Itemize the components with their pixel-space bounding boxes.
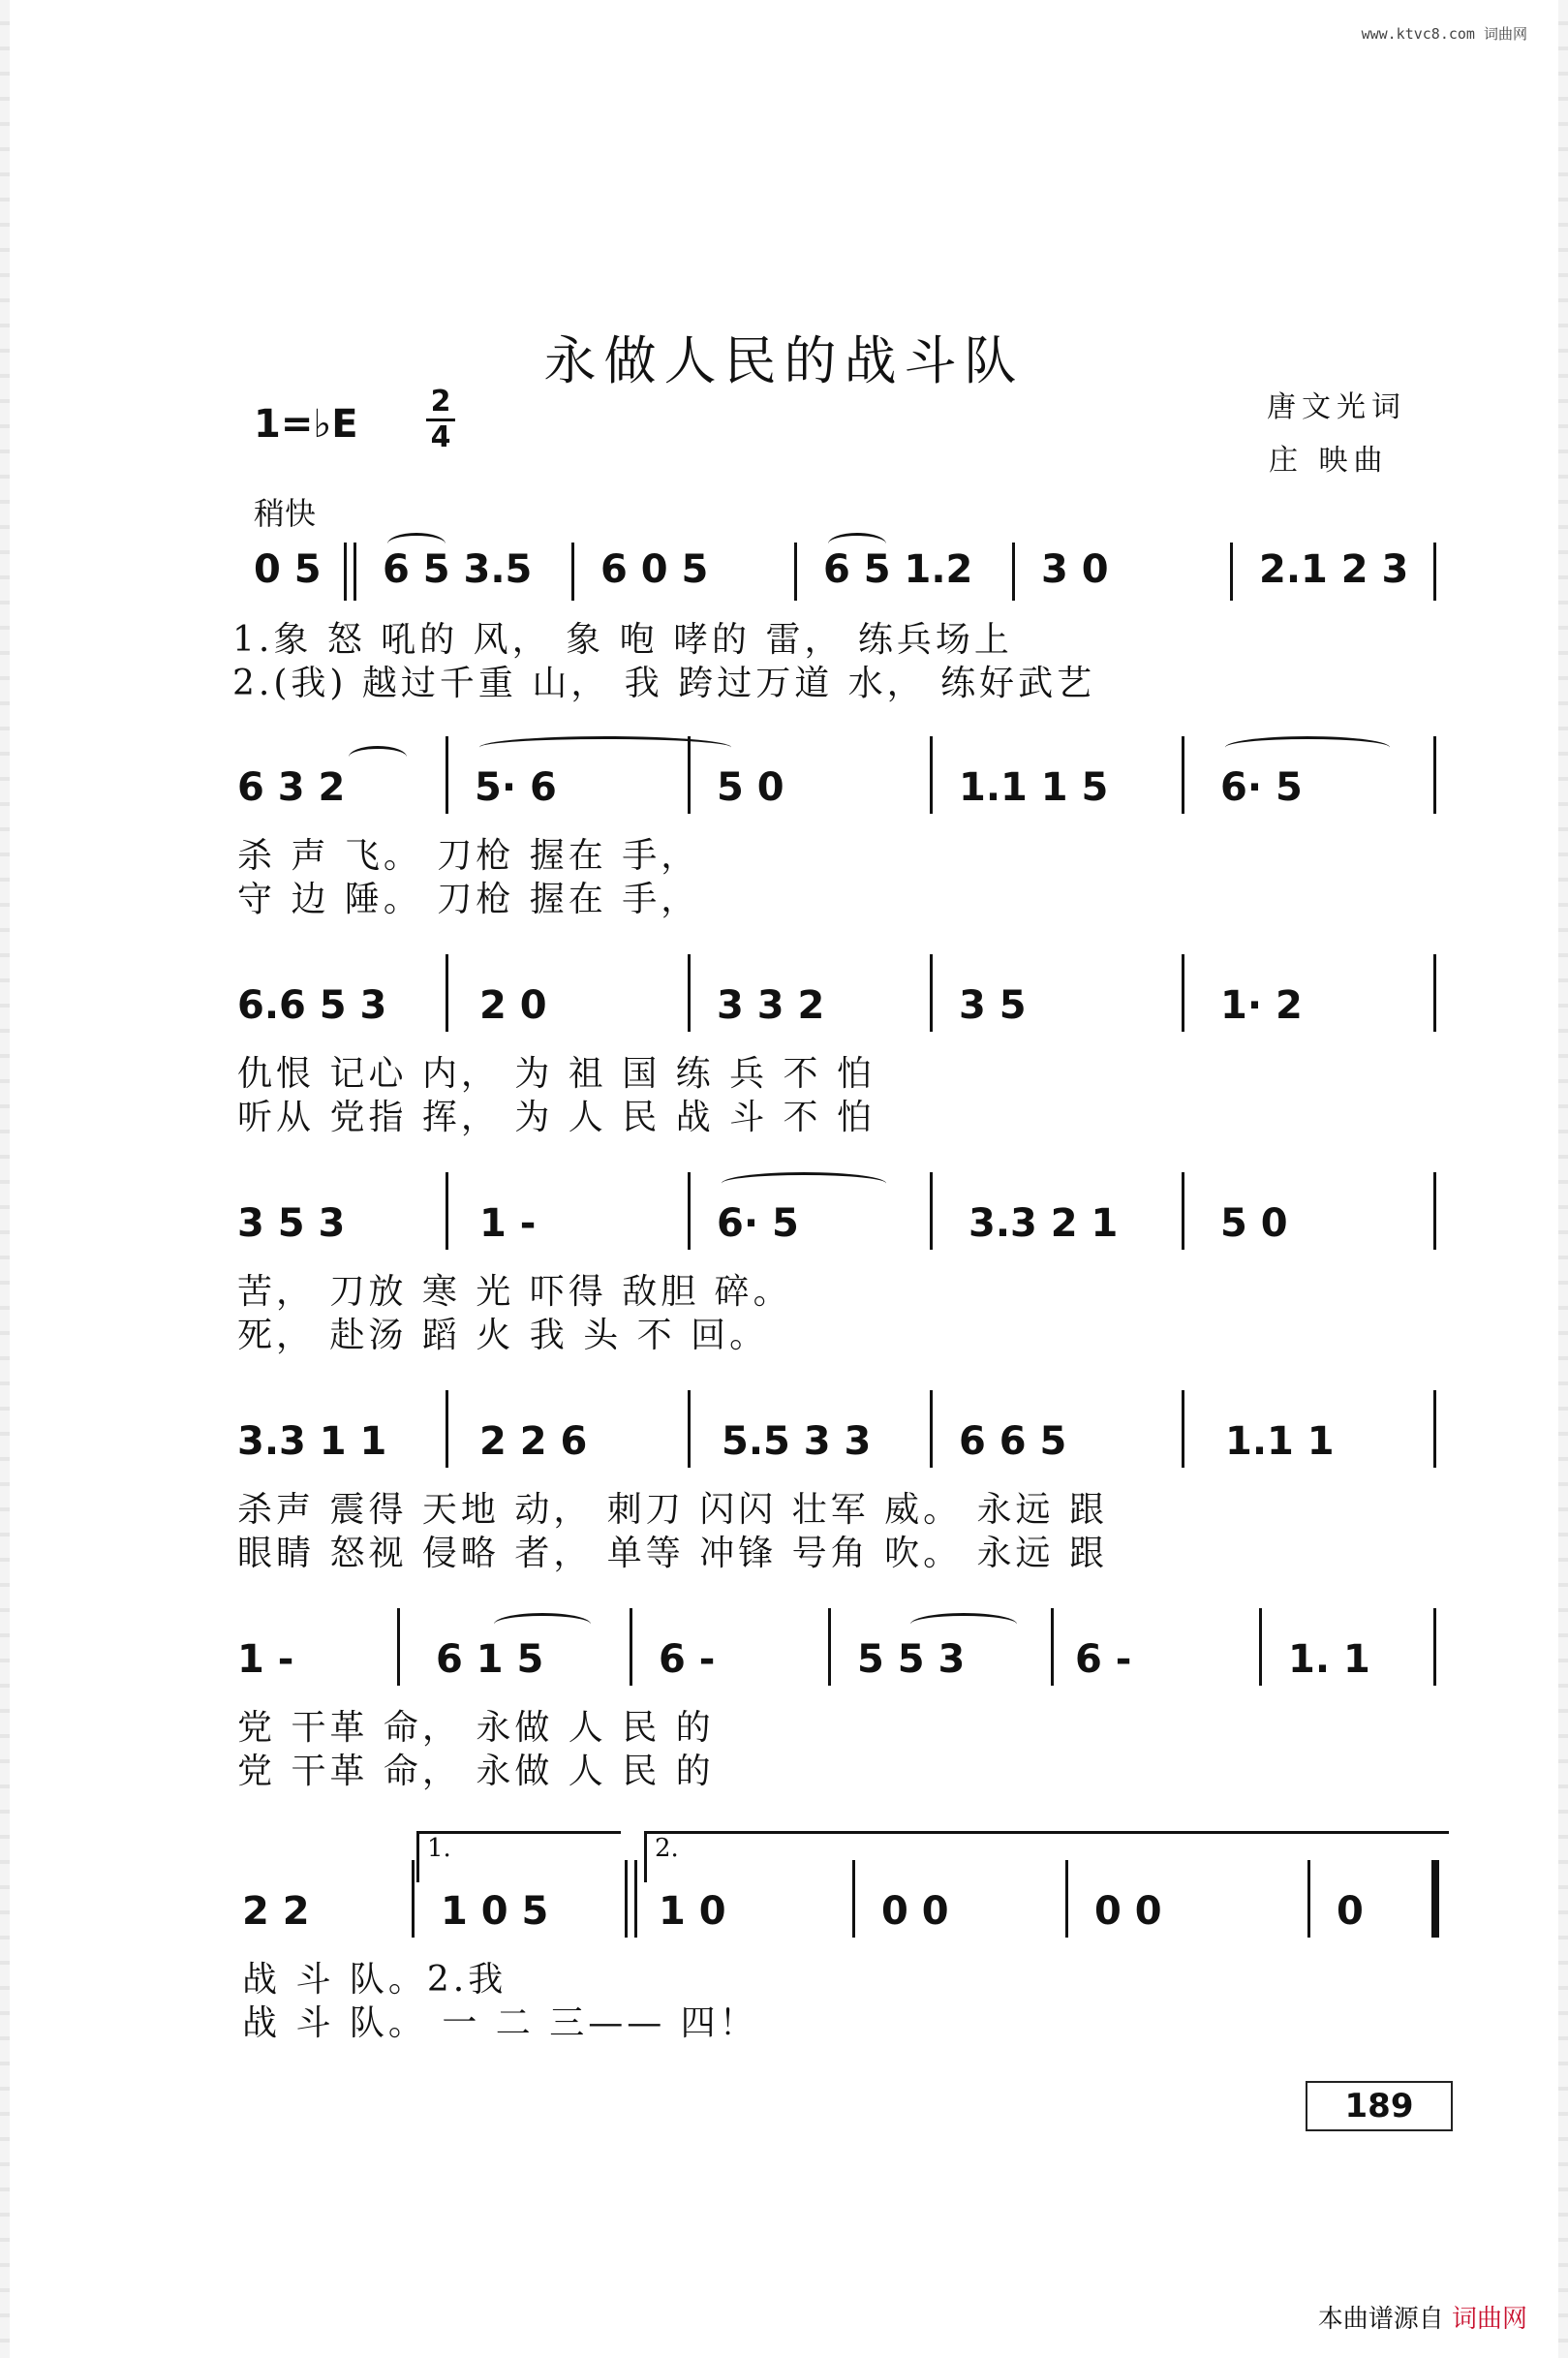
time-signature-top: 2 (430, 385, 451, 419)
slur (479, 736, 731, 759)
barline (828, 1608, 831, 1686)
final-barline (1431, 1860, 1439, 1938)
measure-note: 1.1 1 (1225, 1419, 1335, 1464)
barline (571, 543, 574, 601)
footer-source-label: 本曲谱源自 (1317, 2305, 1444, 2334)
measure-note: 2 0 (479, 983, 547, 1028)
measure-note: 1 0 5 (441, 1889, 549, 1934)
barline (1433, 543, 1436, 601)
measure-note: 6 - (659, 1637, 716, 1682)
measure-note: 3.3 1 1 (237, 1419, 387, 1464)
barline (446, 1172, 448, 1250)
barline (630, 1608, 632, 1686)
second-ending-label: 2. (655, 1834, 679, 1863)
measure-note: 6 0 5 (600, 547, 709, 592)
measure-note: 6· 5 (717, 1201, 799, 1246)
composer-credit: 庄 映曲 (1269, 444, 1389, 478)
barline (1433, 1608, 1436, 1686)
measure-note: 1· 2 (1220, 983, 1303, 1028)
measure-note: 6 - (1075, 1637, 1132, 1682)
repeat-barline (354, 543, 356, 601)
lyrics-verse-2: 听从 党指 挥， 为 人 民 战 斗 不 怕 (237, 1098, 876, 1137)
barline (446, 954, 448, 1032)
measure-note: 0 5 (254, 547, 322, 592)
measure-note: 3 5 (959, 983, 1027, 1028)
barline (1433, 736, 1436, 814)
barline (1065, 1860, 1068, 1938)
first-ending-bracket (416, 1831, 621, 1882)
barline (1307, 1860, 1310, 1938)
measure-note: 1.1 1 5 (959, 765, 1109, 810)
barline (930, 736, 933, 814)
lyrics-verse-2: 2.(我) 越过千重 山， 我 跨过万道 水， 练好武艺 (232, 664, 1096, 703)
measure-note: 1. 1 (1288, 1637, 1370, 1682)
barline (688, 736, 691, 814)
slur (910, 1613, 1017, 1635)
barline (397, 1608, 400, 1686)
slur (494, 1613, 591, 1635)
measure-note: 3 3 2 (717, 983, 825, 1028)
measure-note: 2 2 (242, 1889, 310, 1934)
repeat-end-barline (625, 1860, 628, 1938)
first-ending-label: 1. (427, 1834, 451, 1863)
barline (930, 1172, 933, 1250)
barline (412, 1860, 415, 1938)
measure-note: 1 0 (659, 1889, 726, 1934)
measure-note: 0 (1337, 1889, 1364, 1934)
lyrics-verse-1: 杀 声 飞。 刀枪 握在 手， (237, 836, 700, 876)
measure-note: 1 - (237, 1637, 294, 1682)
lyrics-verse-2: 眼睛 怒视 侵略 者， 单等 冲锋 号角 吹。 永远 跟 (237, 1534, 1108, 1573)
key-signature: 1=♭E (254, 402, 358, 447)
slur (722, 1172, 886, 1195)
barline (1433, 1172, 1436, 1250)
slur (349, 746, 407, 768)
barline (1433, 954, 1436, 1032)
lyrics-verse-2: 战 斗 队。 一 二 三—— 四！ (242, 2003, 758, 2043)
measure-note: 6 3 2 (237, 765, 346, 810)
lyrics-verse-1: 党 干革 命， 永做 人 民 的 (237, 1708, 715, 1748)
measure-note: 0 0 (881, 1889, 949, 1934)
lyrics-verse-1: 1.象 怒 吼的 风， 象 咆 哮的 雷， 练兵场上 (232, 620, 1013, 660)
time-signature-bottom: 4 (430, 420, 451, 454)
measure-note: 5· 6 (475, 765, 557, 810)
lyrics-verse-1: 仇恨 记心 内， 为 祖 国 练 兵 不 怕 (237, 1054, 876, 1094)
repeat-end-barline (634, 1860, 637, 1938)
measure-note: 5 0 (1220, 1201, 1288, 1246)
barline (344, 543, 347, 601)
barline (446, 736, 448, 814)
site-url: www.ktvc8.com 词曲网 (1361, 25, 1527, 43)
measure-note: 3 0 (1041, 547, 1109, 592)
barline (688, 954, 691, 1032)
barline (1051, 1608, 1054, 1686)
barline (1182, 1390, 1184, 1468)
measure-note: 3.3 2 1 (968, 1201, 1119, 1246)
barline (1182, 736, 1184, 814)
measure-note: 5 0 (717, 765, 784, 810)
barline (688, 1172, 691, 1250)
barline (1259, 1608, 1262, 1686)
measure-note: 6 1 5 (436, 1637, 544, 1682)
measure-note: 6 5 3.5 (383, 547, 533, 592)
barline (1230, 543, 1233, 601)
measure-note: 1 - (479, 1201, 537, 1246)
barline (1433, 1390, 1436, 1468)
measure-note: 6.6 5 3 (237, 983, 387, 1028)
lyrics-verse-1: 杀声 震得 天地 动， 刺刀 闪闪 壮军 威。 永远 跟 (237, 1490, 1108, 1530)
measure-note: 0 0 (1094, 1889, 1162, 1934)
second-ending-bracket (644, 1831, 1449, 1882)
barline (852, 1860, 855, 1938)
measure-note: 2.1 2 3 (1259, 547, 1409, 592)
footer-source-site[interactable]: 词曲网 (1451, 2305, 1527, 2334)
time-signature (426, 385, 455, 454)
barline (930, 1390, 933, 1468)
measure-note: 6 6 5 (959, 1419, 1067, 1464)
measure-note: 5.5 3 3 (722, 1419, 872, 1464)
barline (446, 1390, 448, 1468)
measure-note: 2 2 6 (479, 1419, 588, 1464)
song-title: 永做人民的战斗队 (543, 330, 1025, 391)
barline (930, 954, 933, 1032)
barline (1182, 1172, 1184, 1250)
barline (688, 1390, 691, 1468)
barline (794, 543, 797, 601)
measure-note: 3 5 3 (237, 1201, 346, 1246)
barline (1182, 954, 1184, 1032)
tempo-marking: 稍快 (254, 495, 317, 532)
measure-note: 6 5 1.2 (823, 547, 973, 592)
lyrics-verse-2: 党 干革 命， 永做 人 民 的 (237, 1752, 715, 1791)
lyrics-verse-1: 苦， 刀放 寒 光 吓得 敌胆 碎。 (237, 1272, 792, 1312)
lyrics-verse-2: 守 边 陲。 刀枪 握在 手， (237, 880, 700, 919)
slur (1225, 736, 1390, 759)
page-number: 189 (1306, 2081, 1453, 2131)
footer-source (1318, 2299, 1527, 2335)
lyrics-verse-1: 战 斗 队。2.我 (242, 1960, 507, 2000)
lyrics-verse-2: 死， 赴汤 蹈 火 我 头 不 回。 (237, 1316, 769, 1355)
measure-note: 5 5 3 (857, 1637, 966, 1682)
lyricist-credit: 唐文光词 (1267, 390, 1406, 424)
measure-note: 6· 5 (1220, 765, 1303, 810)
barline (1012, 543, 1015, 601)
